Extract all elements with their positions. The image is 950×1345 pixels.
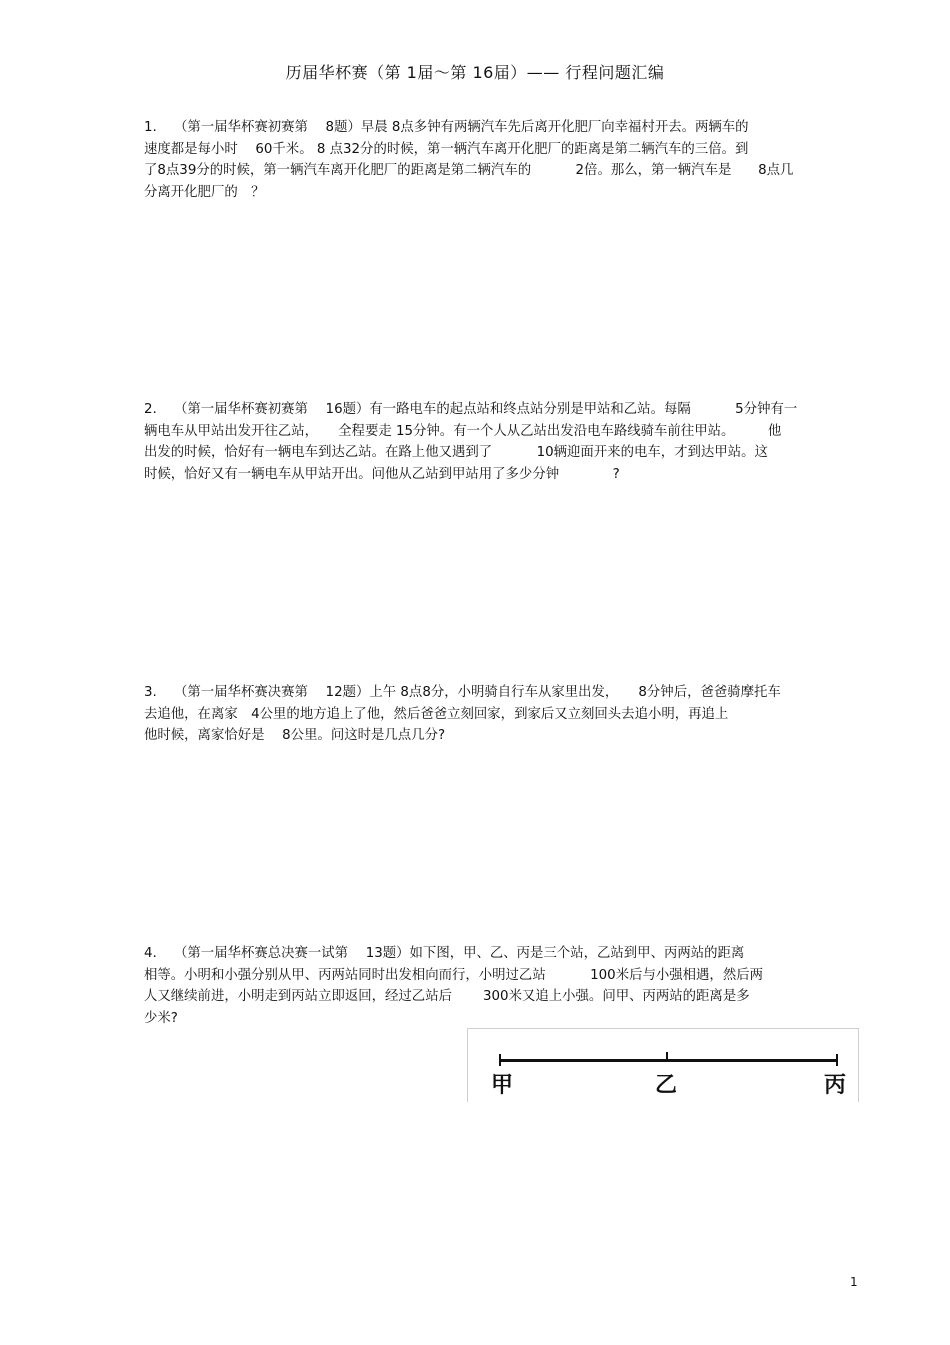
- problem-number: 4.: [144, 946, 157, 961]
- problem-text: 去追他，在离家 4公里的地方追上了他，然后爸爸立刻回家，到家后又立刻回头去追小明，再追上: [144, 706, 729, 722]
- problem-text: 少米?: [144, 1010, 178, 1026]
- problem-2: [144, 399, 864, 485]
- problem-line: [144, 399, 864, 421]
- problem-3: [144, 682, 864, 747]
- station-marker-bing: [836, 1054, 838, 1066]
- problem-number: 2.: [144, 402, 157, 417]
- problem-line: [144, 682, 864, 704]
- figure-border: [467, 1028, 468, 1102]
- station-label-bing: 丙: [824, 1073, 847, 1098]
- problem-4: [144, 943, 864, 1029]
- station-label-jia: 甲: [491, 1073, 514, 1098]
- station-diagram: [467, 1028, 859, 1102]
- problem-text: 出发的时候，恰好有一辆电车到达乙站。在路上他又遇到了 10辆迎面开来的电车，才到达甲站。这: [144, 445, 768, 460]
- problem-line: [144, 943, 864, 965]
- problem-text: 分离开化肥厂的 ？: [144, 184, 265, 200]
- problem-text: 时候，恰好又有一辆电车从甲站开出。问他从乙站到甲站用了多少分钟 ?: [144, 466, 620, 482]
- problem-text: （第一届华杯赛初赛第 16题）有一路电车的起点站和终点站分别是甲站和乙站。每隔 5分钟有一: [174, 402, 798, 417]
- problem-text: 他时候，离家恰好是 8公里。问这时是几点几分?: [144, 728, 446, 743]
- route-line: [500, 1059, 838, 1062]
- problem-text: （第一届华杯赛决赛第 12题）上午 8点8分，小明骑自行车从家里出发， 8分钟后，爸爸骑摩托车: [174, 685, 781, 700]
- problem-line: [144, 117, 864, 139]
- problem-text: 人又继续前进，小明走到丙站立即返回，经过乙站后 300米又追上小强。问甲、丙两站的距离是多: [144, 989, 750, 1004]
- problem-text: （第一届华杯赛总决赛一试第 13题）如下图，甲、乙、丙是三个站，乙站到甲、丙两站的距离: [174, 946, 745, 961]
- problem-text: 辆电车从甲站出发开往乙站， 全程要走 15分钟。有一个人从乙站出发沿电车路线骑车前往甲站。 他: [144, 423, 782, 439]
- document-title: 历届华杯赛（第 1届～第 16届）—— 行程问题汇编: [285, 63, 665, 82]
- figure-border: [467, 1028, 859, 1029]
- problem-number: 3.: [144, 685, 157, 700]
- station-label-yi: 乙: [655, 1073, 678, 1098]
- problem-text: 相等。小明和小强分别从甲、丙两站同时出发相向而行，小明过乙站 100米后与小强相遇，然后两: [144, 967, 763, 983]
- page-number: 1: [850, 1275, 858, 1289]
- problem-text: 了8点39分的时候，第一辆汽车离开化肥厂的距离是第二辆汽车的 2倍。那么，第一辆汽车是 8点几: [144, 163, 794, 178]
- problem-text: 速度都是每小时 60千米。 8 点32分的时候，第一辆汽车离开化肥厂的距离是第二辆汽车的三倍。到: [144, 141, 749, 157]
- problem-1: [144, 117, 864, 203]
- problem-number: 1.: [144, 120, 157, 135]
- problem-text: （第一届华杯赛初赛第 8题）早晨 8点多钟有两辆汽车先后离开化肥厂向幸福村开去。两辆车的: [174, 120, 749, 135]
- figure-border: [858, 1028, 859, 1102]
- station-marker-yi: [666, 1052, 668, 1062]
- station-marker-jia: [499, 1054, 501, 1066]
